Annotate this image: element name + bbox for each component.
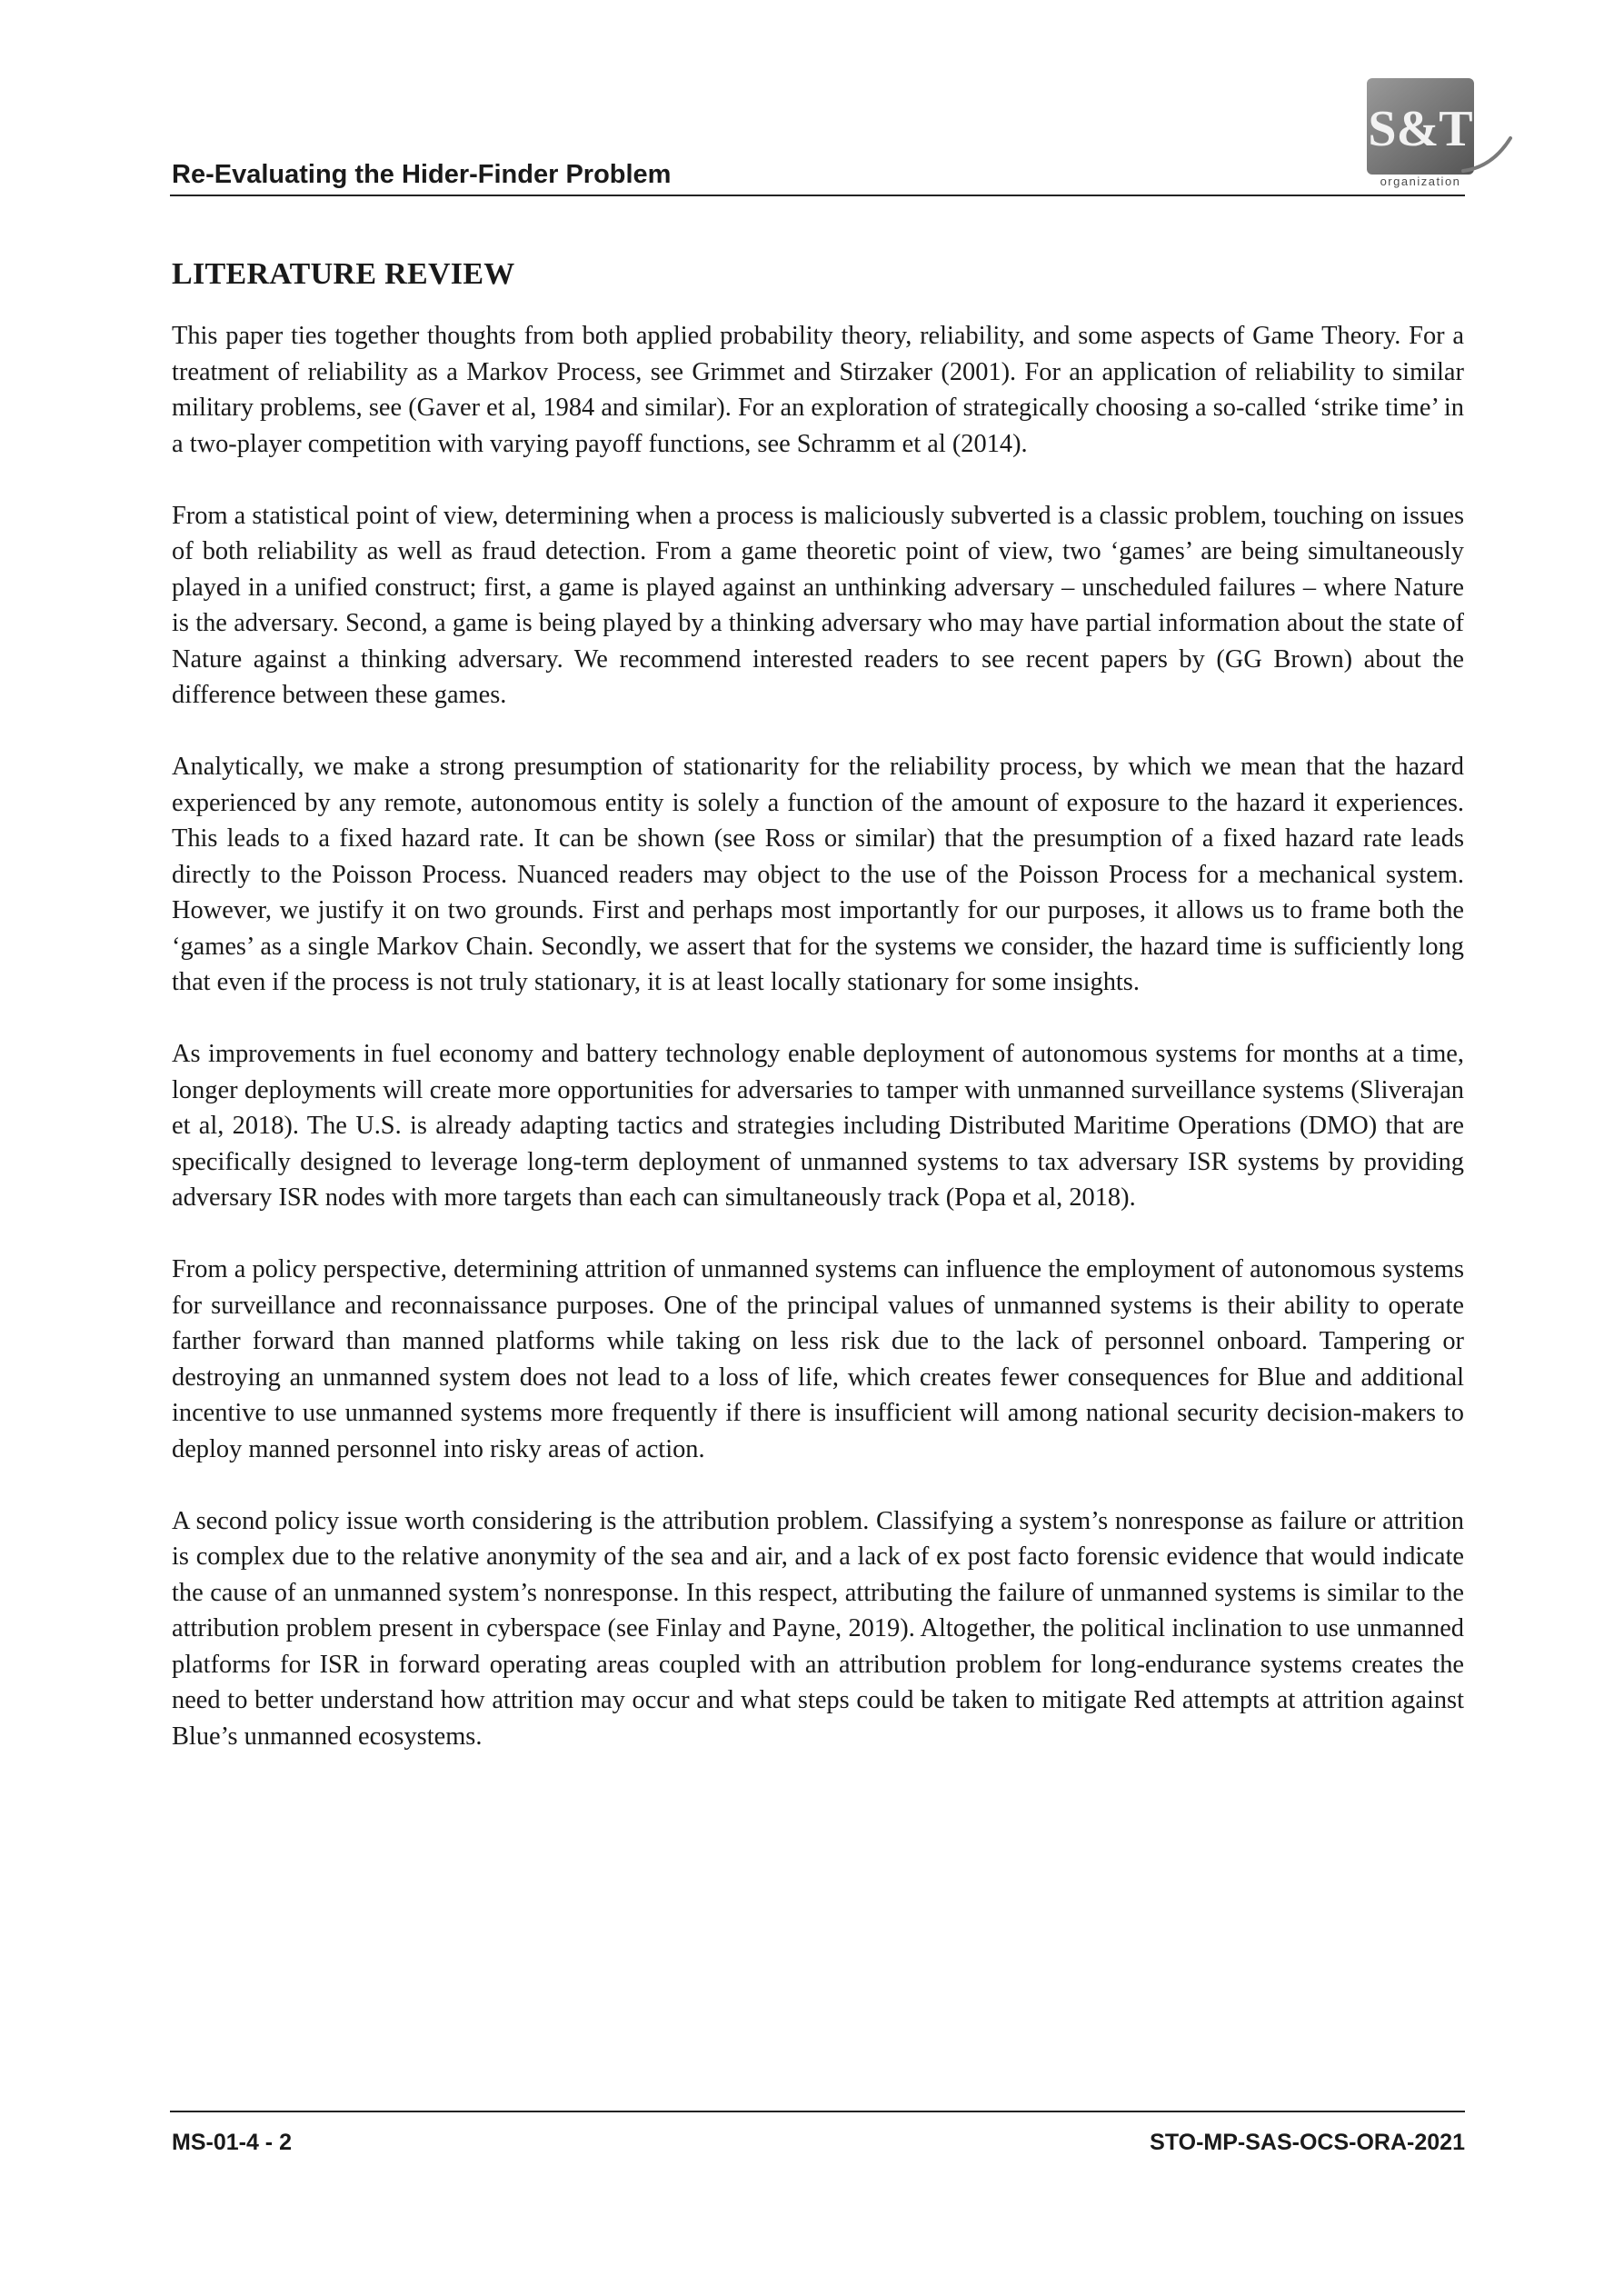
document-id: STO-MP-SAS-OCS-ORA-2021: [1150, 2130, 1465, 2155]
paragraph: Analytically, we make a strong presumption of stationarity for the reliability process, by which we mean that the hazard experienced by any remote, autonomous entity is solely a function of the amount of exposure to the hazard it experiences. This leads to a fixed hazard rate. It can be shown (see Ross or similar) that the presumption of a fixed hazard rate leads directly to the Poisson Process. Nuanced readers may object to the use of the Poisson Process for a mechanical system. However, we justify it on two grounds. First and perhaps most importantly for our purposes, it allows us to frame both the ‘games’ as a single Markov Chain. Secondly, we assert that for the systems we consider, the hazard time is sufficiently long that even if the process is not truly stationary, it is at least locally stationary for some insights.: [172, 753, 1464, 996]
logo-text: S&T: [1368, 101, 1473, 157]
sto-logo: [1356, 73, 1519, 191]
paragraph: This paper ties together thoughts from both applied probability theory, reliability, and some aspects of Game Theory. For a treatment of reliability as a Markov Process, see Grimmet and Stirzaker (2001). For an application of reliability to similar military problems, see (Gaver et al, 1984 and similar). For an exploration of strategically choosing a so-called ‘strike time’ in a two-player competition with varying payoff functions, see Schramm et al (2014).: [172, 322, 1464, 458]
paragraph: A second policy issue worth considering is the attribution problem. Classifying a system’s nonresponse as failure or attrition is complex due to the relative anonymity of the sea and air, and a lack of ex post facto forensic evidence that would indicate the cause of an unmanned system’s nonresponse. In this respect, attributing the failure of unmanned systems is similar to the attribution problem present in cyberspace (see Finlay and Payne, 2019). Altogether, the political inclination to use unmanned platforms for ISR in forward operating areas coupled with an attribution problem for long-endurance systems creates the need to better understand how attrition may occur and what steps could be taken to mitigate Red attempts at attrition against Blue’s unmanned ecosystems.: [172, 1506, 1464, 1751]
body-text: [172, 318, 1464, 1791]
footer-divider: [170, 2111, 1465, 2112]
paragraph: From a policy perspective, determining attrition of unmanned systems can influence the employment of autonomous systems for surveillance and reconnaissance purposes. One of the principal values of unmanned systems is their ability to operate farther forward than manned platforms while taking on less risk due to the lack of personnel onboard. Tampering or destroying an unmanned system does not lead to a loss of life, which creates fewer consequences for Blue and additional incentive to use unmanned systems more frequently if there is insufficient will among national security decision-makers to deploy manned personnel into risky areas of action.: [172, 1255, 1464, 1463]
paragraph: As improvements in fuel economy and battery technology enable deployment of autonomous systems for months at a time, longer deployments will create more opportunities for adversaries to tamper with unmanned surveillance systems (Sliverajan et al, 2018). The U.S. is already adapting tactics and strategies including Distributed Maritime Operations (DMO) that are specifically designed to leverage long-term deployment of unmanned systems to tax adversary ISR systems by providing adversary ISR nodes with more targets than each can simultaneously track (Popa et al, 2018).: [172, 1040, 1464, 1212]
running-header-title: Re-Evaluating the Hider-Finder Problem: [172, 160, 672, 189]
header-divider: [170, 195, 1465, 196]
logo-subtext: organization: [1380, 175, 1461, 188]
paragraph: From a statistical point of view, determining when a process is maliciously subverted is a classic problem, touching on issues of both reliability as well as fraud detection. From a game theoretic point of view, two ‘games’ are being simultaneously played in a unified construct; first, a game is played against an unthinking adversary – unscheduled failures – where Nature is the adversary. Second, a game is being played by a thinking adversary who may have partial information about the state of Nature against a thinking adversary. We recommend interested readers to see recent papers by (GG Brown) about the difference between these games.: [172, 501, 1464, 709]
page-number: MS-01-4 - 2: [172, 2130, 292, 2155]
section-heading: LITERATURE REVIEW: [172, 257, 515, 291]
